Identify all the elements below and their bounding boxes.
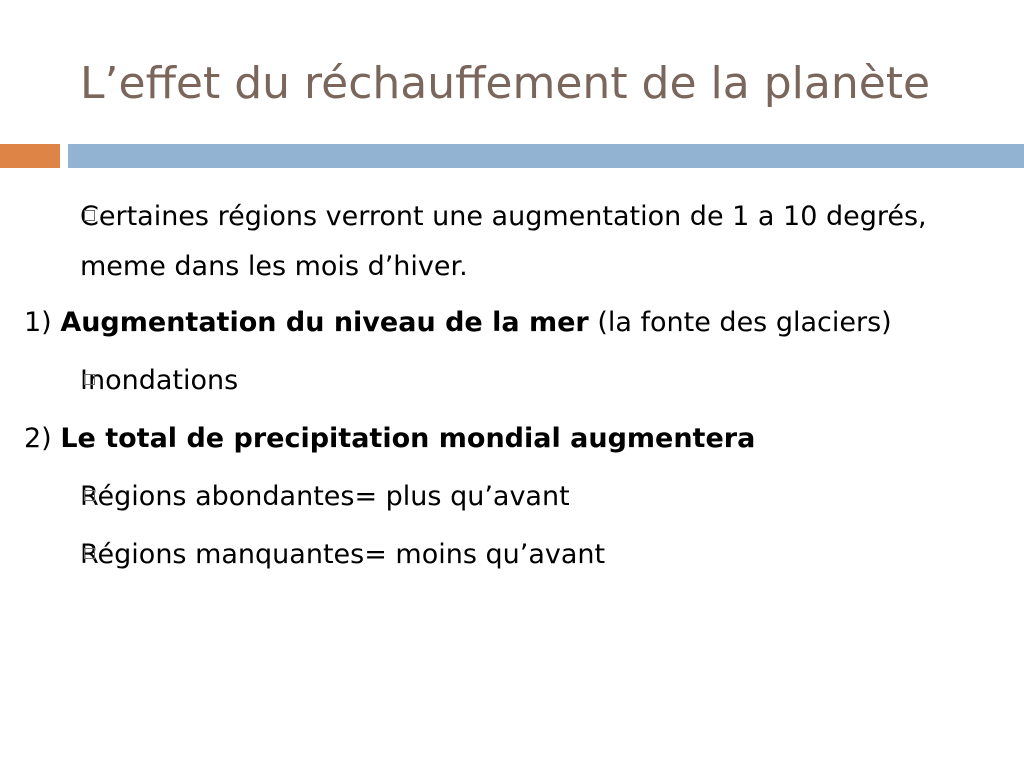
item-bold-text: Augmentation du niveau de la mer <box>60 307 589 338</box>
item-text: (la fonte des glaciers) <box>597 307 892 338</box>
accent-bar-orange <box>0 144 60 168</box>
bullet-item <box>80 472 960 522</box>
item-bold-text: Le total de precipitation mondial augmentera <box>60 423 756 454</box>
accent-bar-blue <box>68 144 1024 168</box>
bullet-item <box>80 356 960 406</box>
bullet-text: Inondations <box>80 365 239 396</box>
bullet-item <box>80 530 960 580</box>
bullet-text: Certaines régions verront une augmentation de 1 a 10 degrés, meme dans les mois d’hiver. <box>80 201 927 282</box>
bullet-text: Régions abondantes= plus qu’avant <box>80 481 570 512</box>
hollow-square-bullet-icon <box>84 210 95 221</box>
numbered-item <box>24 298 960 348</box>
hollow-square-bullet-icon <box>84 374 95 385</box>
hollow-square-bullet-icon <box>84 548 95 559</box>
numbered-item <box>24 414 960 464</box>
hollow-square-bullet-icon <box>84 490 95 501</box>
bullet-text: Régions manquantes= moins qu’avant <box>80 539 606 570</box>
slide-title: L’effet du réchauffement de la planète <box>80 58 931 109</box>
bullet-item <box>80 192 960 292</box>
item-number: 1) <box>24 307 52 338</box>
slide-content <box>24 192 960 580</box>
item-number: 2) <box>24 423 52 454</box>
